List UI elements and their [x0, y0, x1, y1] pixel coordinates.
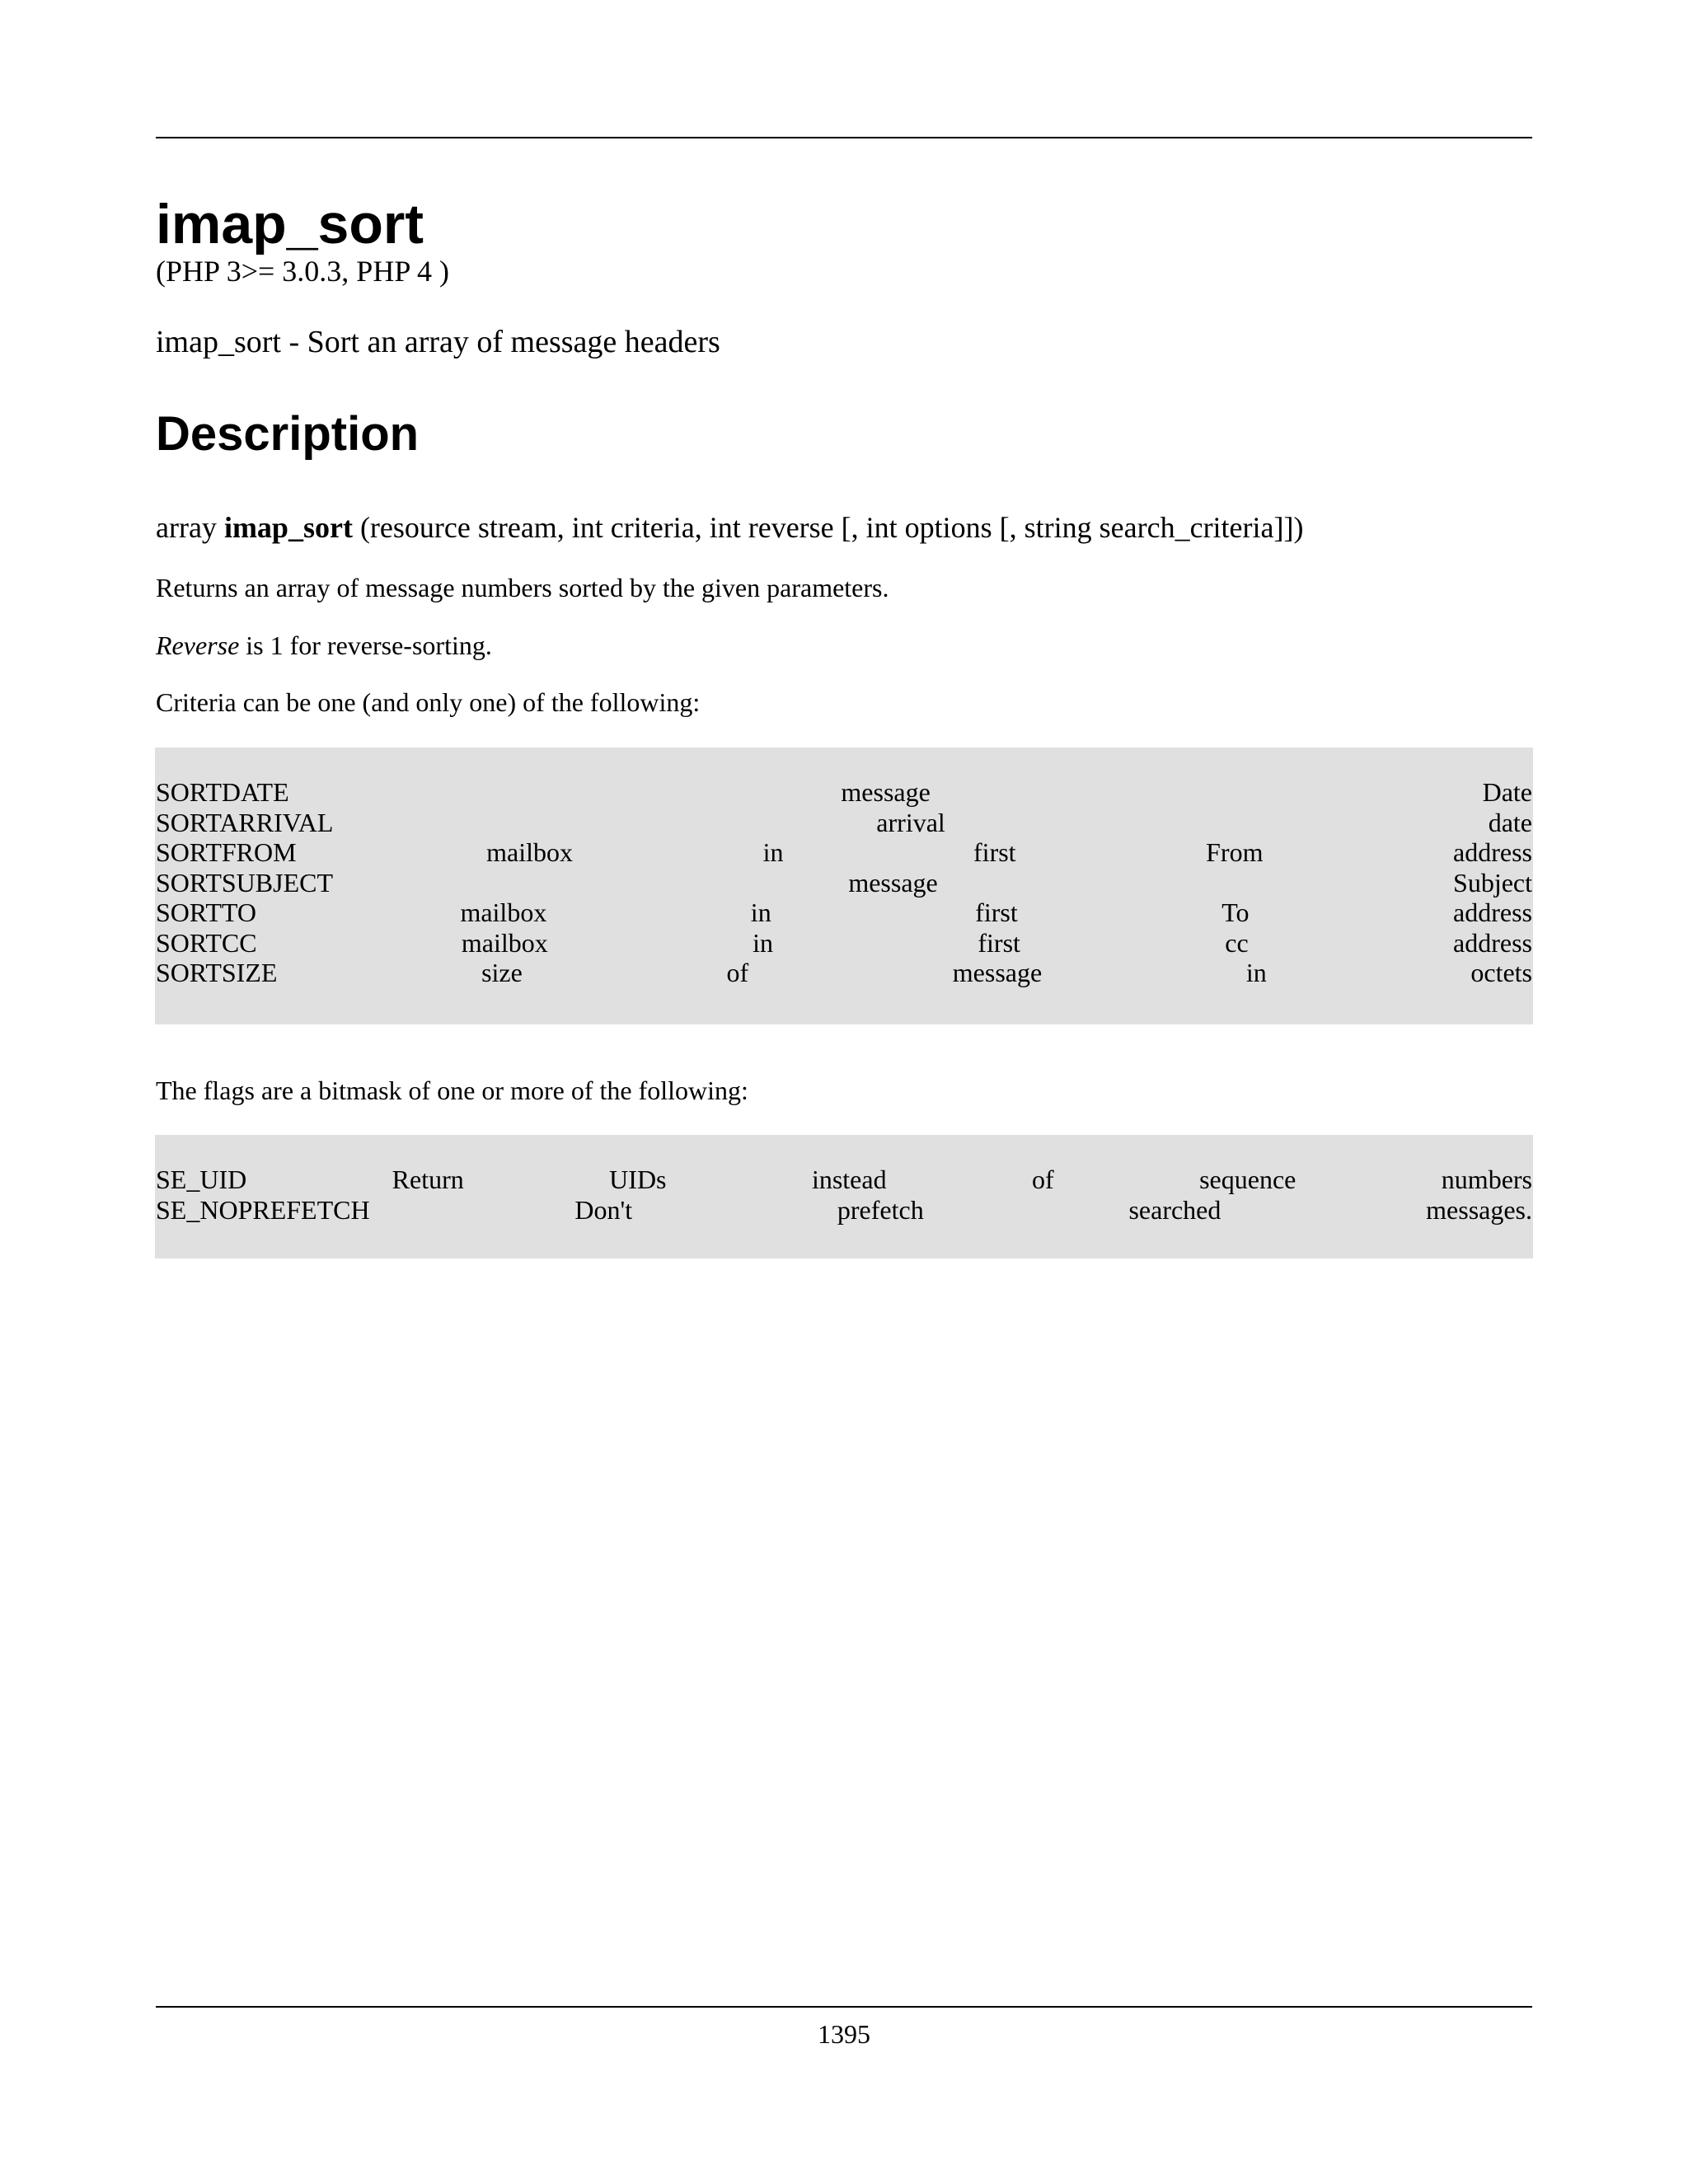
criteria-row-word: address	[1453, 898, 1532, 927]
criteria-row	[156, 928, 1532, 958]
criteria-row-word: mailbox	[460, 898, 547, 927]
reverse-paragraph	[156, 629, 492, 662]
criteria-row	[156, 808, 1532, 838]
returns-paragraph: Returns an array of message numbers sorted by the given parameters.	[156, 573, 889, 602]
criteria-row-word: in	[1245, 958, 1267, 987]
criteria-row	[156, 868, 1532, 898]
criteria-row-constant: SORTTO	[156, 898, 256, 927]
criteria-row-word: message	[848, 867, 938, 898]
criteria-row-word: message	[952, 958, 1043, 987]
criteria-row	[156, 898, 1532, 928]
criteria-row-word: in	[750, 898, 771, 927]
version-info: (PHP 3>= 3.0.3, PHP 4 )	[156, 255, 449, 288]
synopsis-return-type: array	[156, 511, 217, 544]
flag-row-constant: SE_NOPREFETCH	[156, 1194, 370, 1225]
flags-listing	[155, 1135, 1533, 1258]
criteria-row-word: mailbox	[486, 837, 573, 867]
criteria-row-word: message	[841, 777, 931, 807]
function-synopsis	[156, 509, 1303, 546]
header-rule	[156, 137, 1532, 138]
criteria-row-word: first	[973, 837, 1016, 867]
flag-row	[156, 1195, 1532, 1226]
criteria-listing	[155, 748, 1533, 1024]
criteria-row-constant: SORTSUBJECT	[156, 867, 334, 898]
page-title: imap_sort	[156, 193, 424, 255]
criteria-row-word: first	[978, 927, 1020, 958]
criteria-row-constant: SORTSIZE	[156, 958, 278, 987]
criteria-row-word: address	[1453, 927, 1532, 958]
flag-row-word: messages.	[1426, 1194, 1532, 1225]
section-heading: Description	[156, 407, 420, 461]
criteria-row-word: Date	[1482, 777, 1532, 807]
footer-rule	[156, 2006, 1532, 2008]
criteria-row-word: in	[762, 837, 784, 867]
criteria-row-word: octets	[1470, 958, 1532, 987]
criteria-row-word: From	[1206, 837, 1264, 867]
criteria-row	[156, 958, 1532, 988]
flag-row-word: numbers	[1441, 1165, 1532, 1194]
reverse-term: Reverse	[156, 630, 240, 660]
flag-row-word: Return	[392, 1165, 464, 1194]
reverse-text: is 1 for reverse-sorting.	[239, 630, 492, 660]
flags-intro: The flags are a bitmask of one or more of the following:	[156, 1076, 748, 1105]
page-number: 1395	[818, 2019, 870, 2049]
criteria-row	[156, 837, 1532, 868]
flag-row-word: of	[1032, 1165, 1054, 1194]
flag-row-word: UIDs	[609, 1165, 667, 1194]
criteria-row	[156, 777, 1532, 808]
synopsis-function-name: imap_sort	[223, 511, 353, 544]
flag-row-word: Don't	[574, 1194, 633, 1225]
criteria-row-constant: SORTCC	[156, 927, 257, 958]
criteria-row-word: first	[975, 898, 1018, 927]
criteria-row-word: Subject	[1453, 867, 1532, 898]
criteria-row-constant: SORTARRIVAL	[156, 807, 334, 837]
flag-row	[156, 1165, 1532, 1195]
flag-row-word: searched	[1128, 1194, 1221, 1225]
flag-row-word: sequence	[1199, 1165, 1296, 1194]
criteria-row-word: of	[726, 958, 749, 987]
flag-row-word: prefetch	[837, 1194, 924, 1225]
criteria-row-word: address	[1453, 837, 1532, 867]
criteria-row-word: in	[753, 927, 774, 958]
synopsis-params: (resource stream, int criteria, int reverse [, int options [, string search_criteria]])	[359, 511, 1304, 544]
criteria-intro: Criteria can be one (and only one) of the following:	[156, 687, 701, 717]
criteria-row-word: cc	[1225, 927, 1249, 958]
flag-row-word: instead	[811, 1165, 887, 1194]
criteria-row-word: mailbox	[461, 927, 548, 958]
criteria-row-word: size	[481, 958, 523, 987]
criteria-row-constant: SORTFROM	[156, 837, 297, 867]
criteria-row-constant: SORTDATE	[156, 777, 289, 807]
criteria-row-word: arrival	[876, 807, 945, 837]
criteria-row-word: date	[1488, 807, 1532, 837]
flag-row-constant: SE_UID	[156, 1165, 247, 1194]
function-purpose: imap_sort - Sort an array of message headers	[156, 325, 720, 359]
criteria-row-word: To	[1221, 898, 1250, 927]
